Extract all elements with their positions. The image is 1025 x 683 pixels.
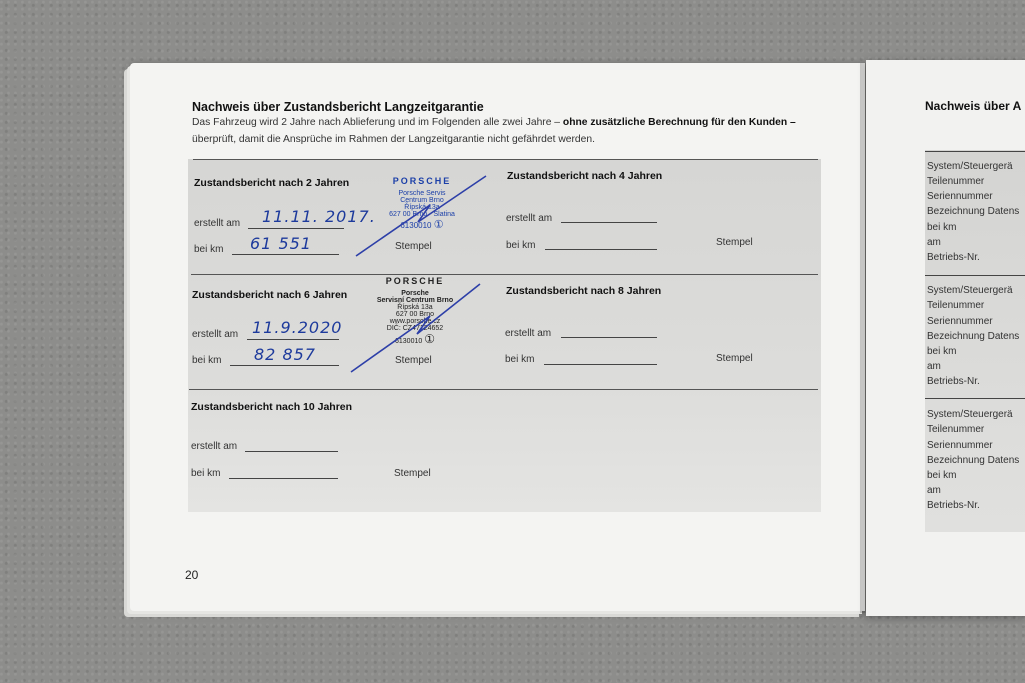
- date-line: [248, 228, 344, 229]
- date-line: [245, 451, 338, 452]
- km-label: bei km: [194, 244, 224, 255]
- stamp-line: Řípská 13a: [404, 204, 440, 211]
- date-line: [561, 222, 657, 223]
- stamp-line: www.porsche.cz: [389, 318, 441, 325]
- stamp-line: 627 00 Brno - Slatina: [389, 211, 455, 218]
- km-line: [232, 254, 339, 255]
- separator: [189, 389, 818, 390]
- stamp-line: DIČ: CZ47124652: [386, 325, 444, 332]
- stamp-line: 627 00 Brno: [395, 311, 435, 318]
- date-line: [561, 337, 657, 338]
- separator: [925, 398, 1025, 399]
- field-label: am: [927, 361, 941, 372]
- handwritten-km: 61 551: [250, 234, 312, 253]
- stamp-label: Stempel: [395, 241, 432, 252]
- intro-text: Das Fahrzeug wird 2 Jahre nach Ablieferung und im Folgenden alle zwei Jahre – ohne zusätzliche Berechnung für den Kunden – überprüft, damit die Ansprüche im Rahmen der Langzeitgarantie nicht gefährdet werden.: [192, 117, 796, 145]
- field-label: Seriennummer: [927, 440, 993, 451]
- created-label: erstellt am: [506, 213, 553, 224]
- km-label: bei km: [191, 468, 221, 479]
- section-title-8y: Zustandsbericht nach 8 Jahren: [506, 285, 662, 297]
- stamp-brand: PORSCHE: [392, 176, 452, 186]
- stamp-label: Stempel: [716, 237, 753, 248]
- created-label: erstellt am: [192, 329, 239, 340]
- right-page-heading: Nachweis über A: [925, 99, 1022, 113]
- handwritten-km: 82 857: [254, 345, 316, 364]
- km-line: [229, 478, 338, 479]
- field-label: Teilenummer: [927, 424, 985, 435]
- field-label: Teilenummer: [927, 176, 985, 187]
- stamp-label: Stempel: [394, 468, 431, 479]
- stamp-line: Řípská 13a: [397, 304, 433, 311]
- km-label: bei km: [505, 354, 535, 365]
- created-label: erstellt am: [194, 218, 241, 229]
- km-label: bei km: [192, 355, 222, 366]
- field-label: am: [927, 485, 941, 496]
- stamp-line: Porsche Servis: [398, 190, 446, 197]
- field-label: Bezeichnung Datens: [927, 331, 1020, 342]
- separator: [193, 159, 818, 160]
- field-label: Betriebs-Nr.: [927, 376, 980, 387]
- field-label: Teilenummer: [927, 300, 985, 311]
- km-label: bei km: [506, 240, 536, 251]
- field-label: bei km: [927, 470, 957, 481]
- separator: [925, 275, 1025, 276]
- dealer-stamp-1: [376, 176, 468, 231]
- created-label: erstellt am: [191, 441, 238, 452]
- stamp-label: Stempel: [395, 355, 432, 366]
- stamp-line: Centrum Brno: [400, 197, 444, 204]
- field-label: Bezeichnung Datens: [927, 455, 1020, 466]
- field-label: bei km: [927, 222, 957, 233]
- field-label: Betriebs-Nr.: [927, 252, 980, 263]
- section-title-10y: Zustandsbericht nach 10 Jahren: [191, 401, 353, 413]
- handwritten-date: 11.11. 2017.: [262, 207, 376, 226]
- field-label: am: [927, 237, 941, 248]
- separator: [925, 151, 1025, 152]
- handwritten-date: 11.9.2020: [252, 318, 343, 337]
- km-line: [230, 365, 339, 366]
- km-line: [545, 249, 657, 250]
- stamp-line: 6130010 ①: [395, 332, 435, 346]
- section-title-6y: Zustandsbericht nach 6 Jahren: [192, 289, 348, 301]
- created-label: erstellt am: [505, 328, 552, 339]
- stamp-line: Porsche: [401, 290, 429, 297]
- field-label: System/Steuergerä: [927, 285, 1013, 296]
- page-heading: Nachweis über Zustandsbericht Langzeitgarantie: [192, 100, 484, 114]
- dealer-stamp-2: [367, 276, 463, 346]
- field-label: System/Steuergerä: [927, 409, 1013, 420]
- stamp-brand: PORSCHE: [385, 276, 445, 286]
- field-label: Seriennummer: [927, 316, 993, 327]
- page-number: 20: [185, 568, 199, 582]
- field-label: Bezeichnung Datens: [927, 206, 1020, 217]
- field-label: Seriennummer: [927, 191, 993, 202]
- date-line: [247, 339, 339, 340]
- km-line: [544, 364, 657, 365]
- separator: [191, 274, 818, 275]
- stamp-label: Stempel: [716, 353, 753, 364]
- section-title-2y: Zustandsbericht nach 2 Jahren: [194, 177, 350, 189]
- field-label: Betriebs-Nr.: [927, 500, 980, 511]
- field-label: bei km: [927, 346, 957, 357]
- stamp-line: 6130010 ①: [400, 219, 444, 231]
- stamp-line: Servisní Centrum Brno: [376, 297, 454, 304]
- section-title-4y: Zustandsbericht nach 4 Jahren: [507, 170, 663, 182]
- field-label: System/Steuergerä: [927, 161, 1013, 172]
